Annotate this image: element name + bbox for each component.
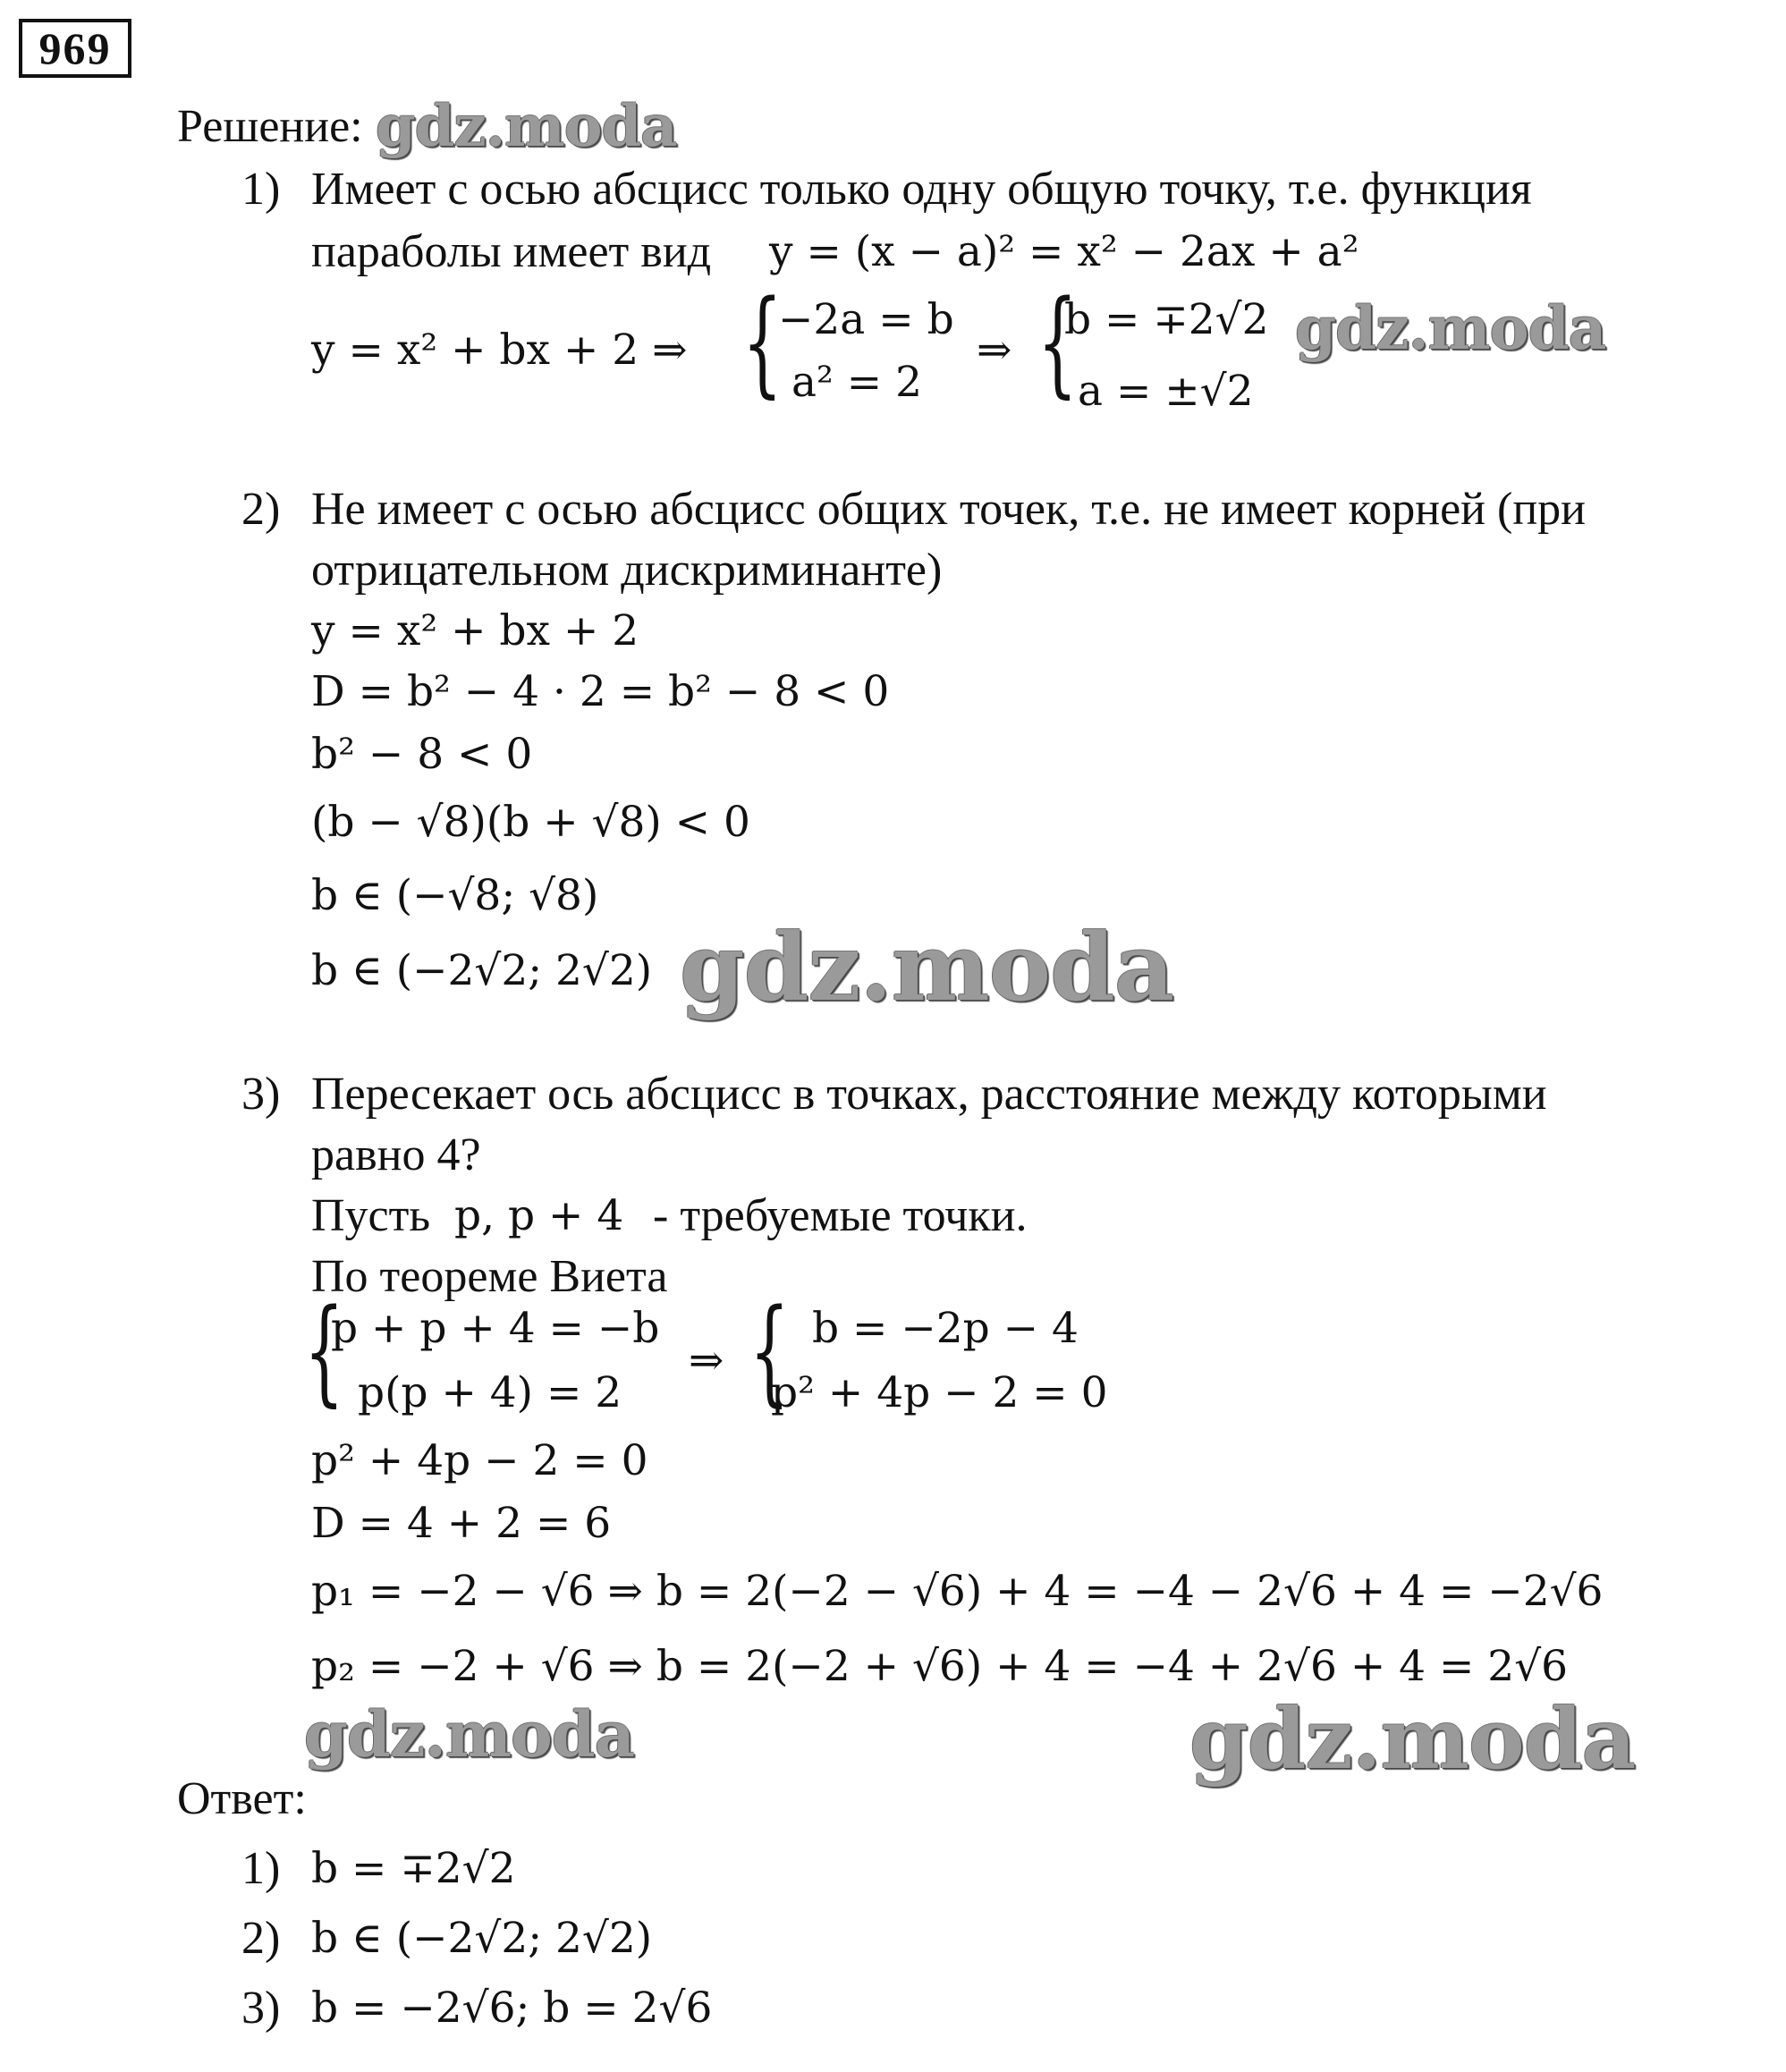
solution-label: Решение:: [177, 101, 363, 152]
part3-line: p₁ = −2 − √6 ⇒ b = 2(−2 − √6) + 4 = −4 − 2√6 + 4 = −2√6: [311, 1567, 1604, 1616]
part3-vieta: По теореме Виета: [311, 1251, 668, 1302]
part2-text-line1: Не имеет с осью абсцисс общих точек, т.е. не имеет корней (при: [311, 484, 1586, 535]
part3-brace-2: {: [749, 1285, 790, 1418]
part1-text-line1: Имеет с осью абсцисс только одну общую точку, т.е. функция: [311, 164, 1532, 215]
part1-text-line2: параболы имеет вид: [311, 226, 712, 277]
part2-line: y = x² + bx + 2: [311, 606, 639, 655]
answer-value: b = −2√6; b = 2√6: [311, 1983, 713, 2033]
part3-text-line2: равно 4?: [311, 1129, 481, 1180]
part2-text-line2: отрицательном дискриминанте): [311, 545, 943, 596]
answer-number: 2): [241, 1913, 281, 1964]
part3-system2-row2: p² + 4p − 2 = 0: [771, 1368, 1108, 1417]
part1-parabola-formula: y = (x − a)² = x² − 2ax + a²: [769, 227, 1359, 276]
answer-number: 3): [241, 1983, 281, 2034]
part3-text-line1: Пересекает ось абсцисс в точках, расстояние между которыми: [311, 1069, 1547, 1120]
answer-value: b = ∓2√2: [311, 1844, 516, 1893]
part3-system1-row2: p(p + 4) = 2: [358, 1368, 622, 1417]
part3-implies: ⇒: [689, 1336, 724, 1385]
part3-system1-row1: p + p + 4 = −b: [331, 1304, 660, 1353]
part3-line: p₂ = −2 + √6 ⇒ b = 2(−2 + √6) + 4 = −4 + 2√6 + 4 = 2√6: [311, 1642, 1569, 1691]
watermark: gdz.moda: [680, 912, 1174, 1022]
part3-let-math: p, p + 4: [454, 1191, 624, 1240]
part2-number: 2): [241, 484, 281, 535]
part3-let-suffix: - требуемые точки.: [653, 1190, 1028, 1241]
answer-value: b ∈ (−2√2; 2√2): [311, 1914, 653, 1963]
part1-brace-2: {: [1037, 276, 1078, 410]
part3-brace-1: {: [304, 1285, 344, 1418]
part3-let-prefix: Пусть: [311, 1190, 431, 1241]
part1-system2-row1: b = ∓2√2: [1064, 295, 1269, 344]
part1-brace-1: {: [742, 276, 783, 410]
part2-line: b ∈ (−√8; √8): [311, 871, 599, 920]
part2-line: b² − 8 < 0: [311, 730, 533, 779]
part3-line: p² + 4p − 2 = 0: [311, 1436, 648, 1485]
part1-system1-row2: a² = 2: [791, 358, 923, 407]
part2-line: (b − √8)(b + √8) < 0: [311, 798, 750, 847]
watermark: gdz.moda: [304, 1697, 635, 1772]
answer-number: 1): [241, 1843, 281, 1894]
problem-number: 969: [19, 19, 131, 78]
part1-number: 1): [241, 164, 281, 215]
part1-system2-row2: a = ±√2: [1078, 367, 1254, 416]
part3-line: D = 4 + 2 = 6: [311, 1499, 612, 1548]
part2-line: D = b² − 4 · 2 = b² − 8 < 0: [311, 667, 890, 716]
part3-number: 3): [241, 1069, 281, 1120]
watermark: gdz.moda: [376, 93, 677, 160]
watermark: gdz.moda: [1295, 293, 1606, 363]
part1-system-lhs: y = x² + bx + 2 ⇒: [311, 326, 688, 375]
part1-implies: ⇒: [977, 326, 1012, 375]
part3-system2-row1: b = −2p − 4: [812, 1304, 1079, 1353]
part2-line: b ∈ (−2√2; 2√2): [311, 946, 653, 995]
answer-label: Ответ:: [177, 1773, 307, 1824]
part1-system1-row1: −2a = b: [778, 295, 954, 344]
watermark: gdz.moda: [1189, 1690, 1636, 1789]
